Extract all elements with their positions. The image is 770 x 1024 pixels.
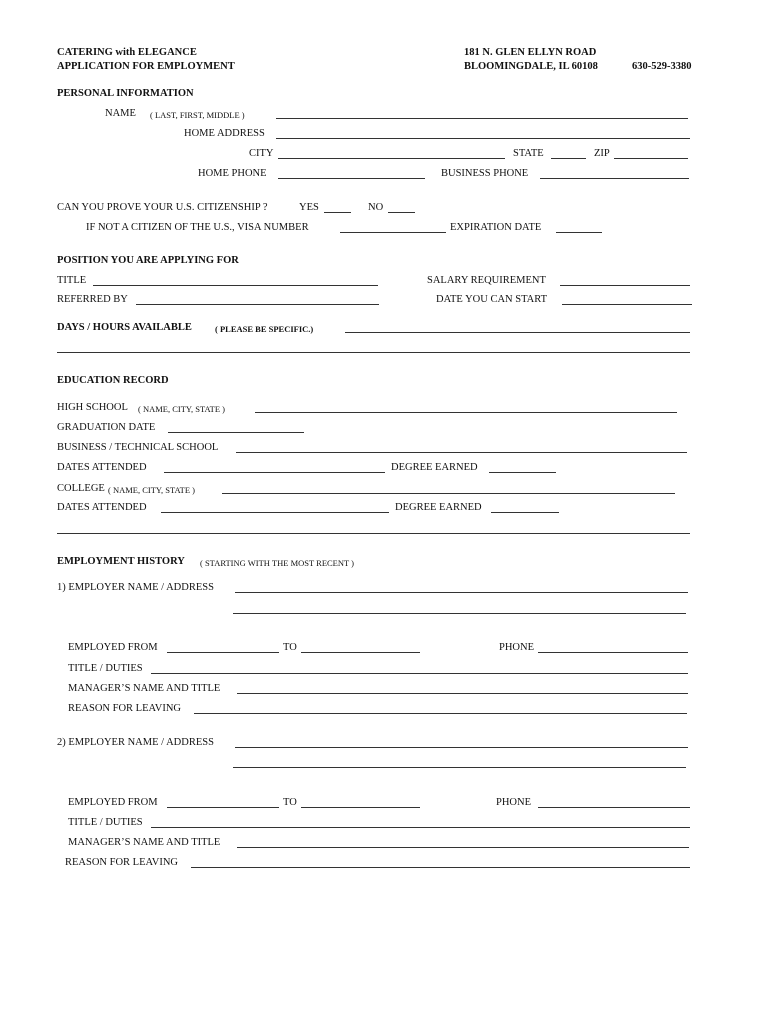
education-heading: EDUCATION RECORD [57,375,169,386]
employer-1-reason-field[interactable] [194,713,687,714]
employer-1-to-label: TO [283,642,297,653]
employer-1-title-field[interactable] [151,673,688,674]
city-field[interactable] [278,158,505,159]
days-hours-field[interactable] [345,332,690,333]
home-phone-field[interactable] [278,178,425,179]
employer-2-label: 2) EMPLOYER NAME / ADDRESS [57,737,214,748]
employer-1-name-address-field[interactable] [235,592,688,593]
college-dates-attended-field[interactable] [161,512,389,513]
employer-2-employed-from-field[interactable] [167,807,279,808]
company-street: 181 N. GLEN ELLYN ROAD [464,47,597,58]
employer-1-reason-label: REASON FOR LEAVING [68,703,181,714]
salary-requirement-label: SALARY REQUIREMENT [427,275,546,286]
college-degree-label: DEGREE EARNED [395,502,482,513]
position-title-label: TITLE [57,275,87,286]
days-hours-field-line-2[interactable] [57,352,690,353]
employer-1-manager-label: MANAGER’S NAME AND TITLE [68,683,221,694]
citizenship-yes-field[interactable] [324,212,351,213]
state-field[interactable] [551,158,586,159]
graduation-date-label: GRADUATION DATE [57,422,156,433]
company-city-state-zip: BLOOMINGDALE, IL 60108 [464,61,598,72]
college-degree-field[interactable] [491,512,559,513]
zip-field[interactable] [614,158,688,159]
personal-info-heading: PERSONAL INFORMATION [57,88,194,99]
employment-heading: EMPLOYMENT HISTORY [57,556,185,567]
referred-by-label: REFERRED BY [57,294,128,305]
high-school-label: HIGH SCHOOL [57,402,128,413]
employer-2-manager-field[interactable] [237,847,689,848]
high-school-field[interactable] [255,412,677,413]
business-degree-label: DEGREE EARNED [391,462,478,473]
business-dates-attended-label: DATES ATTENDED [57,462,147,473]
visa-number-label: IF NOT A CITIZEN OF THE U.S., VISA NUMBER [86,222,309,233]
college-dates-attended-label: DATES ATTENDED [57,502,147,513]
employer-2-employed-from-label: EMPLOYED FROM [68,797,158,808]
zip-label: ZIP [594,148,610,159]
employer-1-address-field-line-2[interactable] [233,613,686,614]
position-title-field[interactable] [93,285,378,286]
home-phone-label: HOME PHONE [198,168,267,179]
name-field[interactable] [276,118,688,119]
citizenship-question: CAN YOU PROVE YOUR U.S. CITIZENSHIP ? [57,202,268,213]
employer-2-reason-field[interactable] [191,867,690,868]
state-label: STATE [513,148,544,159]
company-name: CATERING with ELEGANCE [57,47,197,58]
graduation-date-field[interactable] [168,432,304,433]
name-hint: ( LAST, FIRST, MIDDLE ) [150,110,245,120]
visa-number-field[interactable] [340,232,446,233]
employment-heading-hint: ( STARTING WITH THE MOST RECENT ) [200,558,355,568]
referred-by-field[interactable] [136,304,379,305]
name-label: NAME [105,108,136,119]
employer-2-title-label: TITLE / DUTIES [68,817,143,828]
high-school-hint: ( NAME, CITY, STATE ) [138,404,225,414]
employer-1-phone-label: PHONE [499,642,535,653]
position-heading: POSITION YOU ARE APPLYING FOR [57,255,239,266]
expiration-date-label: EXPIRATION DATE [450,222,542,233]
home-address-field[interactable] [276,138,690,139]
days-hours-label: DAYS / HOURS AVAILABLE [57,322,192,333]
employer-2-phone-label: PHONE [496,797,532,808]
start-date-field[interactable] [562,304,692,305]
college-field[interactable] [222,493,675,494]
expiration-date-field[interactable] [556,232,602,233]
citizenship-yes-label: YES [299,202,319,213]
employer-2-address-field-line-2[interactable] [233,767,686,768]
employer-2-title-field[interactable] [151,827,690,828]
business-phone-label: BUSINESS PHONE [441,168,529,179]
city-label: CITY [249,148,274,159]
business-school-label: BUSINESS / TECHNICAL SCHOOL [57,442,219,453]
education-divider [57,533,690,534]
form-title: APPLICATION FOR EMPLOYMENT [57,61,235,72]
business-school-field[interactable] [236,452,687,453]
employer-2-to-label: TO [283,797,297,808]
college-label: COLLEGE [57,483,105,494]
employer-1-employed-from-label: EMPLOYED FROM [68,642,158,653]
employer-1-manager-field[interactable] [237,693,688,694]
salary-requirement-field[interactable] [560,285,690,286]
business-dates-attended-field[interactable] [164,472,385,473]
employer-1-phone-field[interactable] [538,652,688,653]
start-date-label: DATE YOU CAN START [436,294,548,305]
employer-1-to-field[interactable] [301,652,420,653]
employer-2-manager-label: MANAGER’S NAME AND TITLE [68,837,221,848]
citizenship-no-field[interactable] [388,212,415,213]
employer-1-title-label: TITLE / DUTIES [68,663,143,674]
home-address-label: HOME ADDRESS [184,128,265,139]
company-phone: 630-529-3380 [632,61,692,72]
employer-2-phone-field[interactable] [538,807,690,808]
business-phone-field[interactable] [540,178,689,179]
employer-1-label: 1) EMPLOYER NAME / ADDRESS [57,582,214,593]
employer-2-reason-label: REASON FOR LEAVING [65,857,178,868]
business-degree-field[interactable] [489,472,556,473]
citizenship-no-label: NO [368,202,384,213]
days-hours-hint: ( PLEASE BE SPECIFIC.) [215,324,314,334]
employer-1-employed-from-field[interactable] [167,652,279,653]
employer-2-to-field[interactable] [301,807,420,808]
college-hint: ( NAME, CITY, STATE ) [108,485,195,495]
employer-2-name-address-field[interactable] [235,747,688,748]
